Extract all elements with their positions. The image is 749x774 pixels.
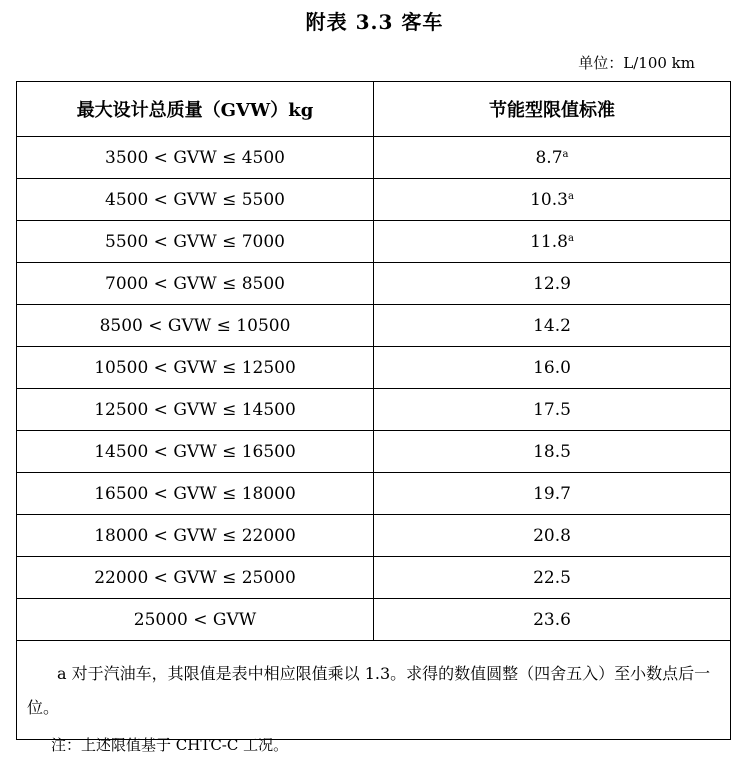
limit-value: 20.8 xyxy=(533,525,571,546)
limits-table xyxy=(16,81,731,740)
footer-note: 注：上述限值基于 CHTC-C 工况。 xyxy=(51,736,289,754)
gvw-range-cell: 7000 < GVW ≤ 8500 xyxy=(17,263,374,305)
gvw-range-cell: 25000 < GVW xyxy=(17,599,374,641)
footnote-cell xyxy=(17,641,731,740)
table-row xyxy=(17,515,731,557)
table-row xyxy=(17,347,731,389)
limit-value: 14.2 xyxy=(533,315,571,336)
table-header-row xyxy=(17,82,731,137)
table-row xyxy=(17,305,731,347)
table-title: 附表 3.3 客车 xyxy=(305,10,444,34)
limit-value: 17.5 xyxy=(533,399,571,420)
footnote-marker: a xyxy=(567,232,574,244)
limit-value-cell xyxy=(374,431,731,473)
limit-value-cell xyxy=(374,305,731,347)
table-row xyxy=(17,221,731,263)
limit-value-cell xyxy=(374,137,731,179)
header-limit: 节能型限值标准 xyxy=(374,82,731,137)
gvw-range-cell: 10500 < GVW ≤ 12500 xyxy=(17,347,374,389)
gvw-range-cell: 3500 < GVW ≤ 4500 xyxy=(17,137,374,179)
limit-value: 22.5 xyxy=(533,567,571,588)
gvw-range-cell: 4500 < GVW ≤ 5500 xyxy=(17,179,374,221)
limit-value: 19.7 xyxy=(533,483,571,504)
gvw-range-cell: 5500 < GVW ≤ 7000 xyxy=(17,221,374,263)
limit-value-cell xyxy=(374,557,731,599)
table-row xyxy=(17,389,731,431)
header-gvw: 最大设计总质量（GVW）kg xyxy=(17,82,374,137)
limit-value-cell xyxy=(374,221,731,263)
table-row xyxy=(17,179,731,221)
footnote-row xyxy=(17,641,731,740)
limit-value: 8.7 xyxy=(535,147,563,168)
gvw-range-cell: 12500 < GVW ≤ 14500 xyxy=(17,389,374,431)
limit-value: 11.8 xyxy=(530,231,568,252)
limit-value-cell xyxy=(374,263,731,305)
limit-value-cell xyxy=(374,347,731,389)
gvw-range-cell: 14500 < GVW ≤ 16500 xyxy=(17,431,374,473)
gvw-range-cell: 16500 < GVW ≤ 18000 xyxy=(17,473,374,515)
limit-value-cell xyxy=(374,179,731,221)
gvw-range-cell: 22000 < GVW ≤ 25000 xyxy=(17,557,374,599)
limit-value: 12.9 xyxy=(533,273,571,294)
table-row xyxy=(17,431,731,473)
table-row xyxy=(17,137,731,179)
table-row xyxy=(17,557,731,599)
limit-value: 18.5 xyxy=(533,441,571,462)
limit-value-cell xyxy=(374,515,731,557)
table-row xyxy=(17,599,731,641)
unit-label: 单位：L/100 km xyxy=(578,54,695,72)
limit-value: 16.0 xyxy=(533,357,571,378)
footnote-marker: a xyxy=(567,190,574,202)
table-row xyxy=(17,263,731,305)
limit-value-cell xyxy=(374,599,731,641)
footnote-marker: a xyxy=(562,148,569,160)
table-row xyxy=(17,473,731,515)
limit-value-cell xyxy=(374,389,731,431)
limit-value-cell xyxy=(374,473,731,515)
limit-value: 10.3 xyxy=(530,189,568,210)
footnote-text: a 对于汽油车，其限值是表中相应限值乘以 1.3。求得的数值圆整（四舍五入）至小数点后一位。 xyxy=(27,664,711,717)
gvw-range-cell: 8500 < GVW ≤ 10500 xyxy=(17,305,374,347)
gvw-range-cell: 18000 < GVW ≤ 22000 xyxy=(17,515,374,557)
limit-value: 23.6 xyxy=(533,609,571,630)
